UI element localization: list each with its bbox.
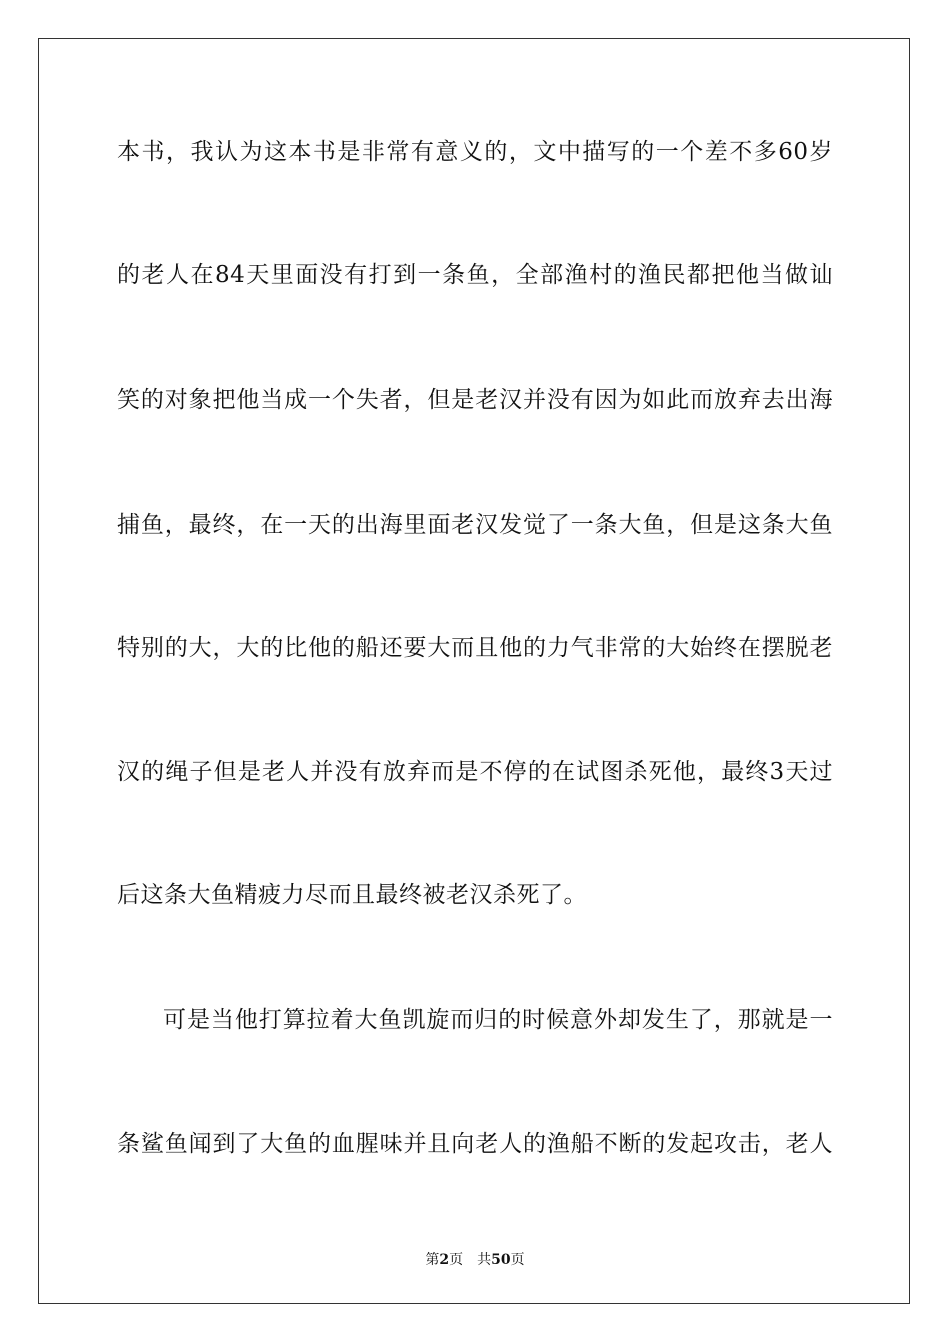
footer-page-suffix: 页 <box>449 1252 464 1268</box>
footer-total-suffix: 页 <box>510 1252 525 1268</box>
text-line-7: 后这条大鱼精疲力尽而且最终被老汉杀死了。 <box>117 882 587 908</box>
text-line-1: 本书，我认为这本书是非常有意义的，文中描写的一个差不多60岁 <box>117 139 833 165</box>
text-line-9: 条鲨鱼闻到了大鱼的血腥味并且向老人的渔船不断的发起攻击，老人 <box>117 1131 833 1157</box>
footer-total-pages: 50 <box>491 1252 511 1268</box>
footer-page-prefix: 第 <box>425 1252 440 1268</box>
text-line-5: 特别的大，大的比他的船还要大而且他的力气非常的大始终在摆脱老 <box>117 635 833 661</box>
text-line-2: 的老人在84天里面没有打到一条鱼，全部渔村的渔民都把他当做讪 <box>117 262 833 288</box>
page-footer <box>0 1249 950 1269</box>
footer-total-prefix: 共 <box>477 1252 492 1268</box>
text-line-3: 笑的对象把他当成一个失者，但是老汉并没有因为如此而放弃去出海 <box>117 387 833 413</box>
text-line-8-paragraph-start: 可是当他打算拉着大鱼凯旋而归的时候意外却发生了，那就是一 <box>163 1007 833 1033</box>
footer-page-number: 2 <box>439 1252 450 1268</box>
text-line-6: 汉的绳子但是老人并没有放弃而是不停的在试图杀死他，最终3天过 <box>117 759 833 785</box>
page-border <box>38 38 910 1304</box>
text-line-4: 捕鱼，最终，在一天的出海里面老汉发觉了一条大鱼，但是这条大鱼 <box>117 512 833 538</box>
